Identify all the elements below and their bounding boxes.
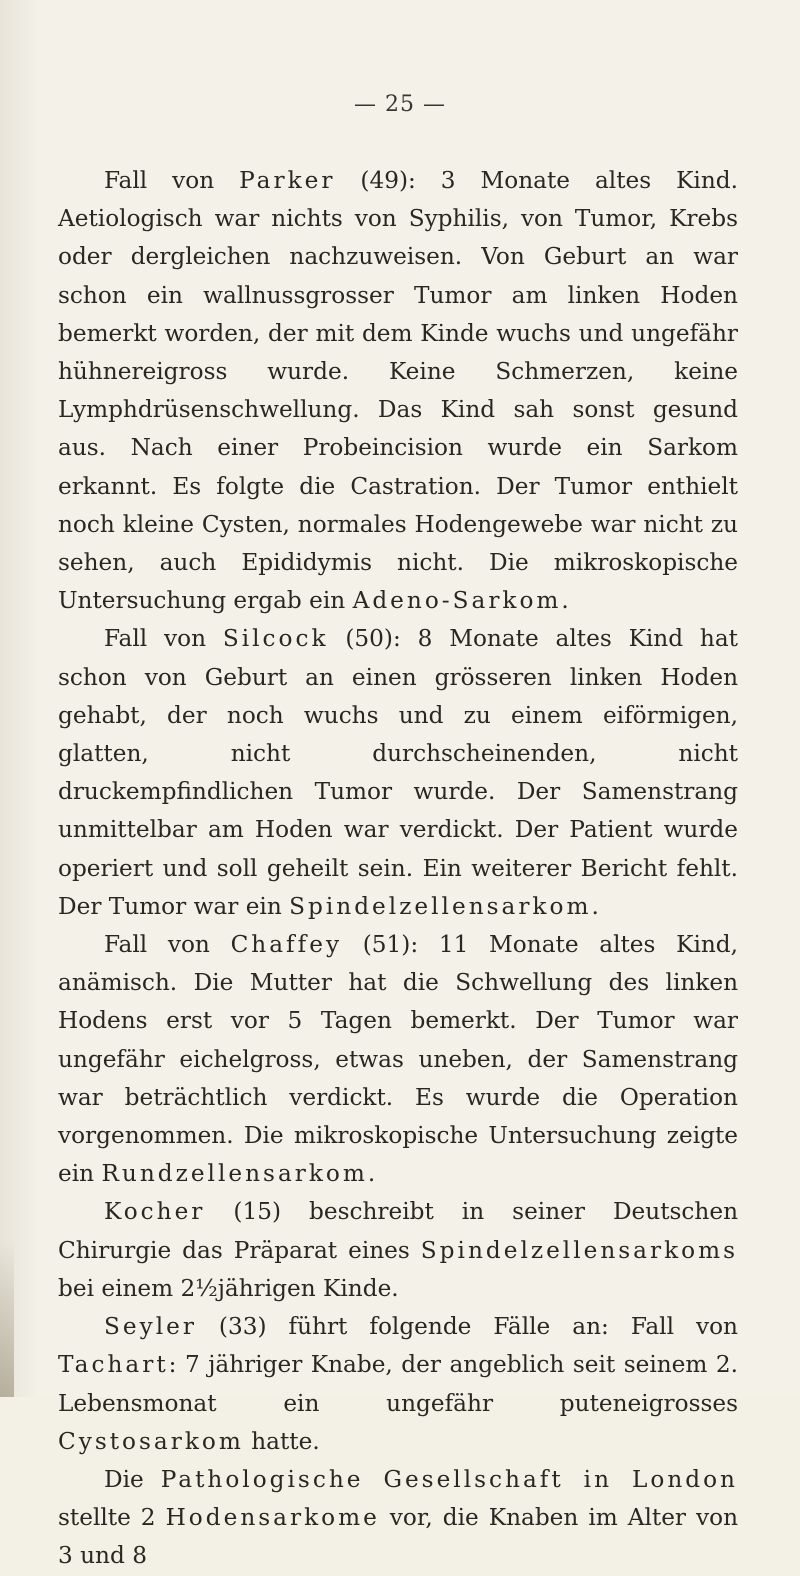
diagnosis-adeno-sarkom: Adeno-Sarkom xyxy=(352,587,562,615)
diagnosis-spindelzellensarkoms: Spindelzellensarkoms xyxy=(420,1236,738,1264)
page-edge-shadow xyxy=(0,1240,14,1397)
diagnosis-cystosarkom: Cystosarkom xyxy=(58,1427,244,1455)
text-run: (49): 3 Monate altes Kind. Aetiologisch war nichts von Syphilis, von Tumor, Krebs oder dergleichen nachzuweisen. Von Geburt an war schon ein wallnussgrosser Tumor am linken Hoden bemerkt worden, der mit dem Kinde wuchs und ungefähr hühnereigross wurde. Keine Schmerzen, keine Lymphdrüsenschwellung. Das Kind sah sonst gesund aus. Nach einer Probeincision wurde ein Sarkom erkannt. Es folgte die Castration. Der Tumor enthielt noch kleine Cysten, normales Hodengewebe war nicht zu sehen, auch Epididymis nicht. Die mikroskopische Untersuchung ergab ein xyxy=(58,167,738,615)
text-run: . xyxy=(367,1160,376,1188)
text-run: (33) führt folgende Fälle an: Fall von xyxy=(196,1313,738,1341)
body-text xyxy=(58,162,738,1576)
text-run: hatte. xyxy=(243,1427,320,1455)
text-run: . xyxy=(591,892,599,920)
text-run: (51): 11 Monate altes Kind, anämisch. Die Mutter hat die Schwellung des linken Hodens erst vor 5 Tagen bemerkt. Der Tumor war ungefähr eichelgross, etwas uneben, der Samenstrang war beträchtlich verdickt. Es wurde die Operation vorgenommen. Die mikroskopische Untersuchung zeigte ein xyxy=(58,931,739,1188)
text-run: : 7 jähriger Knabe, der angeblich seit seinem 2. Lebensmonat ein ungefähr puteneigrosses xyxy=(58,1351,738,1417)
text-run: Fall von xyxy=(104,167,240,194)
text-run: vor, die Knaben im Alter von 3 und 8 xyxy=(58,1504,739,1570)
text-run: (50): 8 Monate altes Kind hat schon von Geburt an einen grösseren linken Hoden gehabt, der noch wuchs und zu einem eiförmigen, glatten, nicht durchscheinenden, nicht druckempfindlichen Tumor wurde. Der Samenstrang unmittelbar am Hoden war verdickt. Der Patient wurde operiert und soll geheilt sein. Ein weiterer Bericht fehlt. Der Tumor war ein xyxy=(58,625,738,920)
paragraph-kocher xyxy=(58,1193,738,1308)
paragraph-seyler xyxy=(58,1308,738,1461)
diagnosis-rundzellensarkom: Rundzellensarkom xyxy=(101,1160,368,1188)
text-run: (15) beschreibt in seiner Deutschen Chirurgie das Präparat eines xyxy=(58,1198,738,1264)
paragraph-silcock xyxy=(58,620,738,926)
text-run: bei einem 2½jährigen Kinde. xyxy=(58,1274,399,1302)
paragraph-parker xyxy=(58,162,738,620)
author-name-seyler: Seyler xyxy=(104,1313,197,1341)
paragraph-chaffey xyxy=(58,926,738,1193)
paragraph-pathologische-gesellschaft xyxy=(58,1461,738,1576)
author-name-parker: Parker xyxy=(239,167,336,194)
author-name-tachart: Tachart xyxy=(58,1351,169,1379)
text-run: . xyxy=(561,587,569,615)
diagnosis-hodensarkome: Hodensarkome xyxy=(165,1504,380,1532)
diagnosis-spindelzellensarkom: Spindelzellensarkom xyxy=(289,892,592,920)
text-run: Fall von xyxy=(104,625,223,653)
society-name: Pathologische Gesellschaft in London xyxy=(160,1465,738,1493)
author-name-chaffey: Chaffey xyxy=(230,931,343,959)
text-run: Die xyxy=(104,1465,161,1493)
author-name-kocher: Kocher xyxy=(104,1198,206,1226)
author-name-silcock: Silcock xyxy=(222,625,329,653)
page-number: — 25 — xyxy=(354,92,446,117)
text-run: stellte 2 xyxy=(58,1504,166,1532)
text-run: Fall von xyxy=(104,931,231,959)
